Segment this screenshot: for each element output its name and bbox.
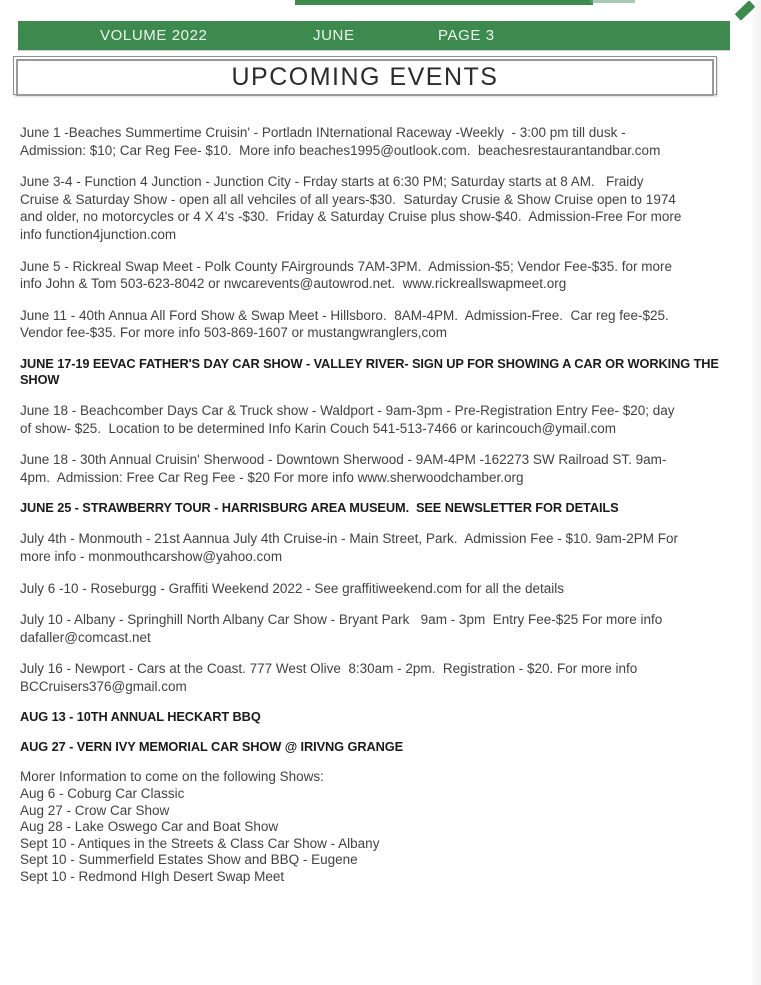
upcoming-shows-list	[20, 769, 748, 885]
header-volume-label: VOLUME 2022	[100, 27, 208, 44]
header-bar	[18, 21, 730, 50]
text-line: Aug 6 - Coburg Car Classic	[20, 786, 185, 802]
text-line: dafaller@comcast.net	[20, 629, 151, 645]
event-paragraph	[20, 258, 748, 293]
text-line: Aug 28 - Lake Oswego Car and Boat Show	[20, 819, 279, 835]
text-line: 4pm. Admission: Free Car Reg Fee - $20 For more info www.sherwoodchamber.org	[20, 469, 524, 485]
scan-artifact-top-strip-faint	[590, 0, 635, 3]
text-line: Sept 10 - Summerfield Estates Show and BBQ - Eugene	[20, 852, 358, 868]
text-line: July 10 - Albany - Springhill North Albany Car Show - Bryant Park 9am - 3pm Entry Fee-$25 For more info	[20, 612, 663, 628]
text-line: July 16 - Newport - Cars at the Coast. 777 West Olive 8:30am - 2pm. Registration - $20. For more info	[20, 661, 638, 677]
text-line: AUG 13 - 10TH ANNUAL HECKART BBQ	[20, 709, 261, 725]
event-paragraph	[20, 124, 748, 159]
text-line: JUNE 25 - STRAWBERRY TOUR - HARRISBURG AREA MUSEUM. SEE NEWSLETTER FOR DETAILS	[20, 500, 619, 516]
event-heading	[20, 709, 748, 725]
text-line: of show- $25. Location to be determined Info Karin Couch 541-513-7466 or karincouch@ymail.com	[20, 420, 617, 436]
event-paragraph	[20, 530, 748, 565]
text-line: Sept 10 - Redmond HIgh Desert Swap Meet	[20, 869, 285, 885]
event-paragraph	[20, 580, 748, 598]
text-line: info John & Tom 503-623-8042 or nwcarevents@autowrod.net. www.rickreallswapmeet.org	[20, 276, 567, 292]
text-line: Cruise & Saturday Show - open all all vehciles of all years-$30. Saturday Crusie & Show Cruise open to 1974	[20, 191, 676, 207]
scan-artifact-top-strip	[295, 0, 593, 5]
text-line: June 18 - Beachcomber Days Car & Truck show - Waldport - 9am-3pm - Pre-Registration Entry Fee- $20; day	[20, 402, 675, 418]
event-heading	[20, 500, 748, 516]
event-paragraph	[20, 451, 748, 486]
events-list	[20, 124, 748, 900]
title-box-inner-border	[16, 59, 714, 96]
text-line: June 18 - 30th Annual Cruisin' Sherwood - Downtown Sherwood - 9AM-4PM -162273 SW Railroad ST. 9am-	[20, 452, 667, 468]
event-heading	[20, 356, 748, 388]
page-title: UPCOMING EVENTS	[231, 63, 499, 91]
scan-edge-shading	[749, 0, 761, 985]
text-line: info function4junction.com	[20, 226, 177, 242]
text-line: AUG 27 - VERN IVY MEMORIAL CAR SHOW @ IRIVNG GRANGE	[20, 739, 404, 755]
text-line: more info - monmouthcarshow@yahoo.com	[20, 548, 283, 564]
scan-artifact-corner-mark	[735, 0, 756, 20]
text-line: June 5 - Rickreal Swap Meet - Polk County FAirgrounds 7AM-3PM. Admission-$5; Vendor Fee-$35. for more	[20, 258, 673, 274]
text-line: June 11 - 40th Annua All Ford Show & Swap Meet - Hillsboro. 8AM-4PM. Admission-Free. Car reg fee-$25.	[20, 307, 669, 323]
text-line: Sept 10 - Antiques in the Streets & Class Car Show - Albany	[20, 835, 380, 851]
text-line: Aug 27 - Crow Car Show	[20, 802, 170, 818]
text-line: June 3-4 - Function 4 Junction - Junction City - Frday starts at 6:30 PM; Saturday starts at 8 AM. Fraidy	[20, 174, 644, 190]
text-line: June 1 -Beaches Summertime Cruisin' - Portladn INternational Raceway -Weekly - 3:00 pm till dusk -	[20, 125, 626, 140]
header-page-label: PAGE 3	[438, 27, 495, 44]
event-heading	[20, 739, 748, 755]
event-paragraph	[20, 307, 748, 342]
event-paragraph	[20, 611, 748, 646]
text-line: July 4th - Monmouth - 21st Aannua July 4th Cruise-in - Main Street, Park. Admission Fee - $10. 9am-2PM For	[20, 531, 679, 547]
text-line: July 6 -10 - Roseburgg - Graffiti Weekend 2022 - See graffitiweekend.com for all the details	[20, 580, 565, 596]
text-line: Admission: $10; Car Reg Fee- $10. More info beaches1995@outlook.com. beachesrestaurantandbar.com	[20, 142, 661, 158]
event-paragraph	[20, 660, 748, 695]
event-paragraph	[20, 402, 748, 437]
event-paragraph	[20, 173, 748, 243]
text-line: Vendor fee-$35. For more info 503-869-1607 or mustangwranglers,com	[20, 325, 447, 341]
text-line: Morer Information to come on the following Shows:	[20, 769, 324, 785]
text-line: and older, no motorcycles or 4 X 4's -$30. Friday & Saturday Cruise plus show-$40. Admission-Free For more	[20, 209, 682, 225]
title-box	[13, 56, 717, 95]
text-line: BCCruisers376@gmail.com	[20, 678, 187, 694]
text-line: JUNE 17-19 EEVAC FATHER'S DAY CAR SHOW - VALLEY RIVER- SIGN UP FOR SHOWING A CAR OR WORKING THE SHOW	[20, 355, 723, 387]
header-month-label: JUNE	[313, 27, 355, 44]
